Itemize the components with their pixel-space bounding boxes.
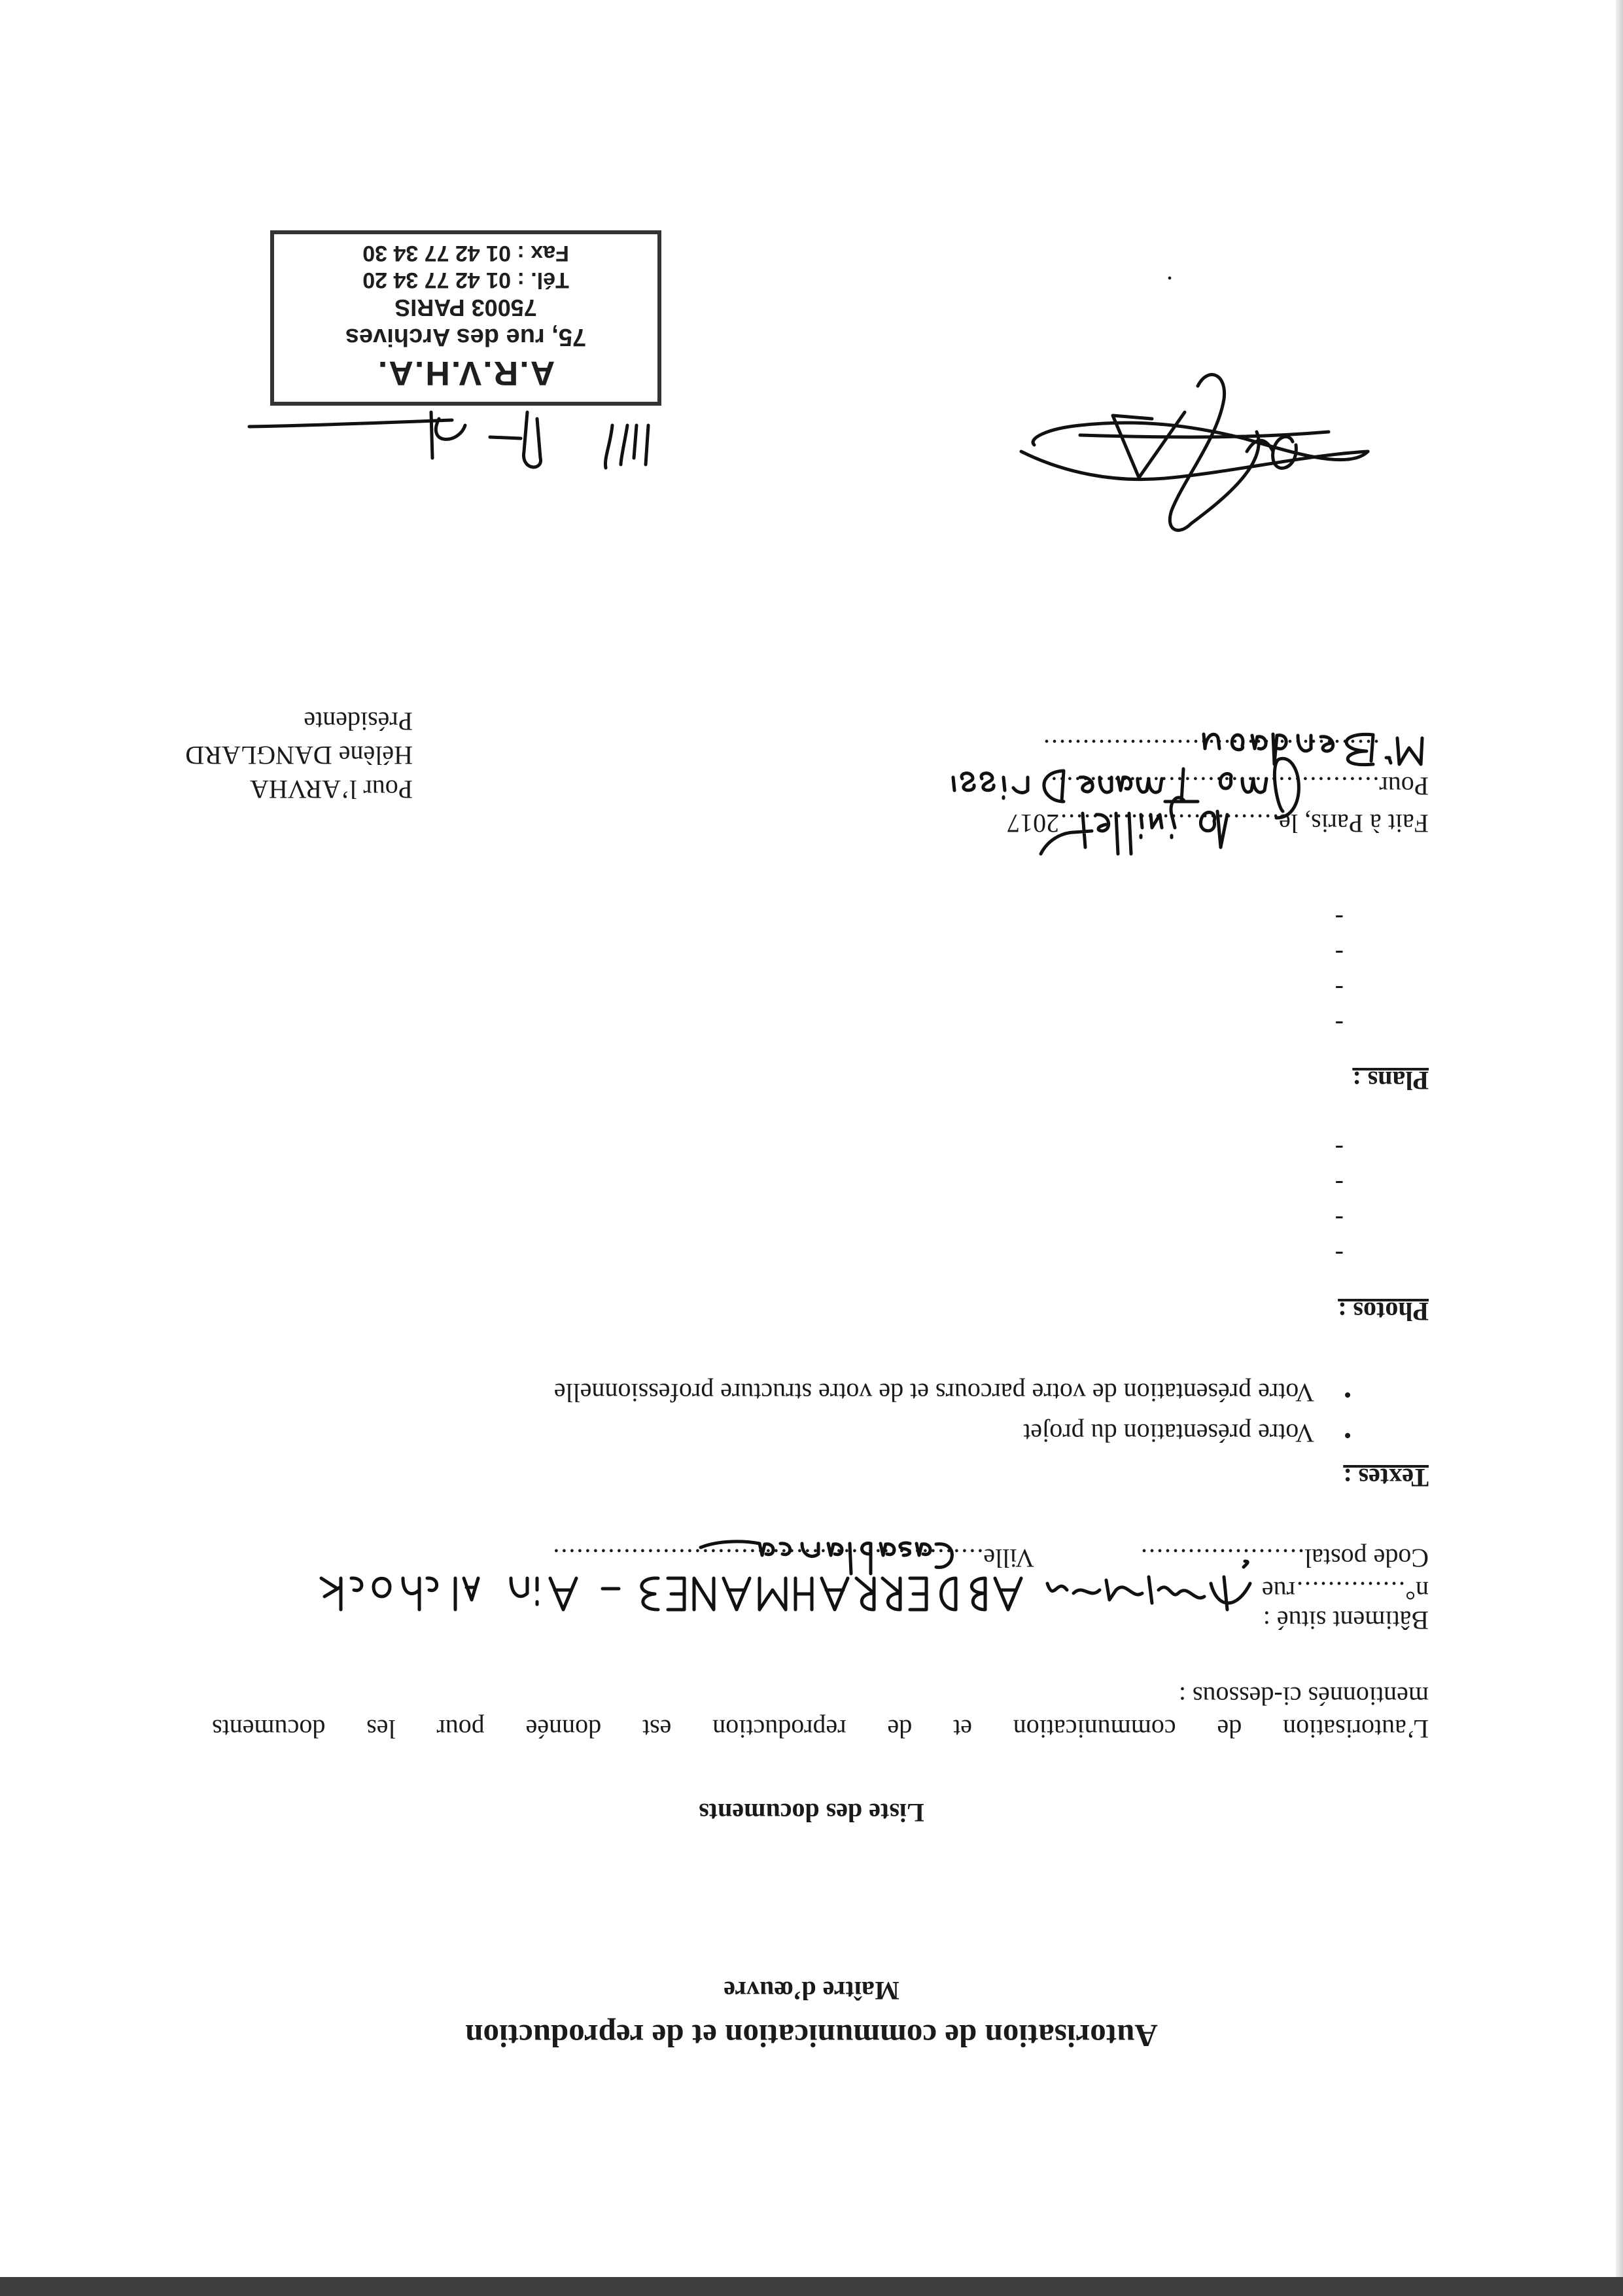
photos-item: - [1335, 1205, 1344, 1235]
bullet-icon: • [1344, 1383, 1352, 1407]
ville-field: Ville....................................................... [551, 1544, 1034, 1573]
plans-item: - [1335, 1010, 1344, 1040]
batiment-label: Bâtiment situé : [1263, 1606, 1429, 1635]
stamp-city: 75003 PARIS [394, 294, 537, 321]
rue-label: rue [1261, 1576, 1295, 1606]
signatory-role: Présidente [304, 707, 413, 736]
pour-label: Pour [1379, 771, 1429, 801]
photos-heading: Photos : [1338, 1297, 1429, 1326]
bullet-icon: • [1344, 1423, 1352, 1447]
page-edge-shadow [1616, 0, 1623, 2277]
stamp-name: A.R.V.H.A. [376, 354, 555, 392]
stamp-street: 75, rue des Archives [345, 323, 587, 351]
arvha-stamp [270, 230, 661, 406]
plans-item: - [1335, 904, 1344, 934]
photos-item: - [1335, 1135, 1344, 1164]
plans-item: - [1335, 940, 1344, 969]
scan-bottom-band [0, 2277, 1623, 2296]
textes-item-1: Votre présentation du projet [1023, 1419, 1314, 1448]
list-heading: Liste des documents [699, 1798, 924, 1828]
textes-item-2: Votre présentation de votre parcours et de votre structure professionnelle [553, 1378, 1314, 1407]
signatory-name: Hélène DANGLARD [185, 741, 413, 770]
plans-heading: Plans : [1352, 1066, 1429, 1095]
intro-line-1: L’autorisation de communication et de reproduction est donnée pour les documents [212, 1714, 1429, 1744]
document-title: Autorisation de communication et de reproduction [465, 2018, 1158, 2054]
plans-item: - [1335, 975, 1344, 1004]
arvha-pour: Pour l’ARVHA [249, 775, 413, 804]
code-postal-field: Code postal..................... [1140, 1544, 1429, 1573]
code-postal-label: Code postal [1304, 1544, 1429, 1573]
stamp-tel: Tél. : 01 42 77 34 20 [362, 268, 569, 292]
textes-heading: Textes : [1343, 1463, 1429, 1492]
numero-label: n° [1405, 1576, 1429, 1606]
photos-item: - [1335, 1241, 1344, 1270]
numero-field: n°..............rue [1261, 1576, 1429, 1606]
pour-field: Pour........................................... [1041, 771, 1429, 801]
fait-label: Fait à Paris, le [1279, 809, 1429, 838]
photos-item: - [1335, 1170, 1344, 1199]
year: 2017 [1007, 809, 1060, 838]
fait-field: Fait à Paris, le............................2017 [1007, 809, 1429, 838]
document-subtitle: Maître d’œuvre [724, 1976, 899, 2005]
stamp-fax: Fax : 01 42 77 34 30 [362, 241, 569, 266]
ville-label: Ville [983, 1544, 1034, 1573]
intro-line-2: mentionnés ci-dessous : [1178, 1682, 1429, 1711]
document-upright: Autorisation de communication et de reproduction Maître d’œuvre Liste des documents L’autorisation de communication et de reproduction est donnée pour les documents mentionnés ci-dessous : Bâtiment situé : n°..............rue Code postal..................... Ville....................................................... Textes : • Votre présentation du projet • Votre présentation de votre parcours et de votre structure professionnelle Photos : - - - - Plans : - - - - Fait à Paris, le............................2017 Pour........................................... ........................................... Pour l’ARVHA Hélène DANGLARD Présidente . [0, 0, 1623, 2277]
m-field: ........................................... [1042, 734, 1380, 764]
